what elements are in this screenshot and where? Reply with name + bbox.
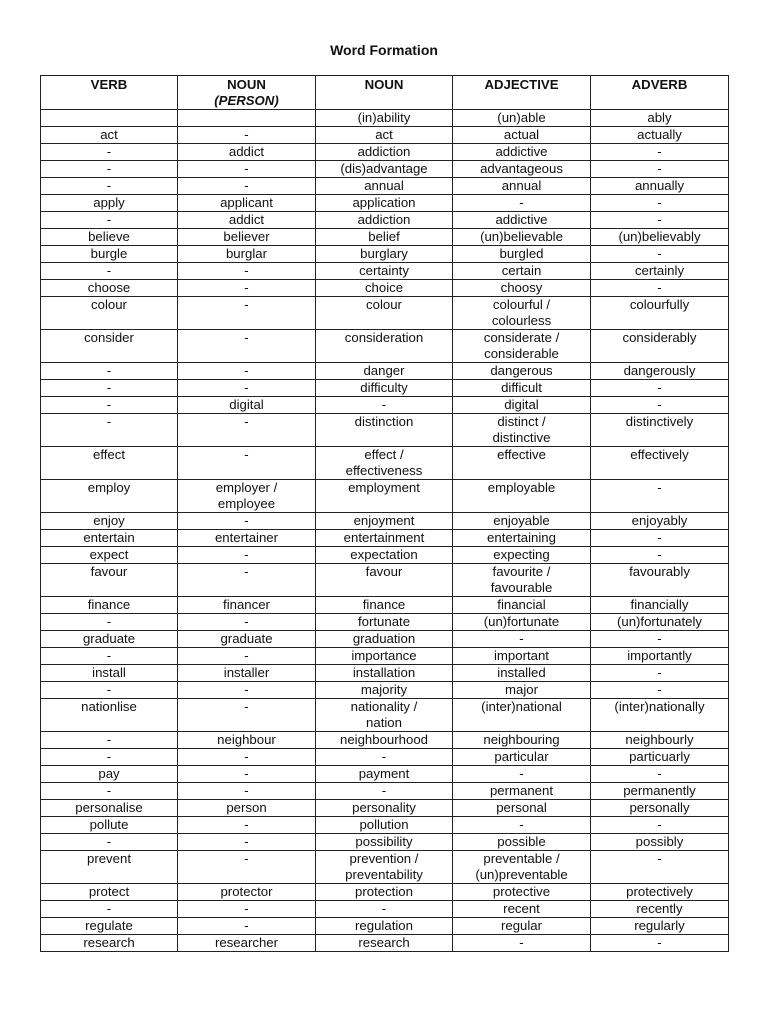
table-cell-adverb: - xyxy=(591,935,729,952)
table-cell-adverb: - xyxy=(591,212,729,229)
table-cell-noun: protection xyxy=(316,884,453,901)
table-row xyxy=(41,380,729,397)
table-cell-adverb: (inter)nationally xyxy=(591,699,729,732)
column-header-verb xyxy=(41,76,178,110)
table-row xyxy=(41,665,729,682)
table-cell-adverb: - xyxy=(591,195,729,212)
table-cell-adjective: expecting xyxy=(453,547,591,564)
table-cell-verb: regulate xyxy=(41,918,178,935)
table-cell-adverb: importantly xyxy=(591,648,729,665)
table-row xyxy=(41,597,729,614)
table-cell-noun: finance xyxy=(316,597,453,614)
table-cell-noun: act xyxy=(316,127,453,144)
table-row xyxy=(41,851,729,884)
table-cell-verb: protect xyxy=(41,884,178,901)
table-cell-noun: research xyxy=(316,935,453,952)
table-cell-noun: majority xyxy=(316,682,453,699)
table-cell-adjective: addictive xyxy=(453,144,591,161)
table-cell-noun: burglary xyxy=(316,246,453,263)
table-row xyxy=(41,480,729,513)
table-cell-verb: burgle xyxy=(41,246,178,263)
table-cell-verb: apply xyxy=(41,195,178,212)
table-cell-adjective: particular xyxy=(453,749,591,766)
table-cell-noun-person: - xyxy=(178,127,316,144)
table-cell-noun: (in)ability xyxy=(316,110,453,127)
table-cell-noun-person: entertainer xyxy=(178,530,316,547)
table-cell-adjective: regular xyxy=(453,918,591,935)
table-row xyxy=(41,530,729,547)
table-cell-verb: act xyxy=(41,127,178,144)
table-cell-adjective: - xyxy=(453,766,591,783)
table-cell-adverb: financially xyxy=(591,597,729,614)
table-cell-noun-person: neighbour xyxy=(178,732,316,749)
table-cell-adverb: dangerously xyxy=(591,363,729,380)
table-cell-noun: - xyxy=(316,783,453,800)
table-cell-adjective: (un)believable xyxy=(453,229,591,246)
table-cell-noun-person: - xyxy=(178,263,316,280)
table-cell-verb: pollute xyxy=(41,817,178,834)
table-row xyxy=(41,564,729,597)
table-cell-noun-person: graduate xyxy=(178,631,316,648)
table-cell-adjective: permanent xyxy=(453,783,591,800)
table-cell-noun: employment xyxy=(316,480,453,513)
table-cell-noun-person: - xyxy=(178,280,316,297)
table-row xyxy=(41,397,729,414)
column-header-noun xyxy=(316,76,453,110)
table-cell-verb: pay xyxy=(41,766,178,783)
table-cell-adverb: particuarly xyxy=(591,749,729,766)
table-row xyxy=(41,901,729,918)
table-cell-noun: personality xyxy=(316,800,453,817)
table-cell-noun-person: - xyxy=(178,901,316,918)
table-row xyxy=(41,229,729,246)
table-cell-noun: fortunate xyxy=(316,614,453,631)
table-cell-verb: - xyxy=(41,144,178,161)
table-cell-verb: research xyxy=(41,935,178,952)
table-cell-verb: effect xyxy=(41,447,178,480)
table-cell-noun-person: addict xyxy=(178,144,316,161)
table-cell-noun: belief xyxy=(316,229,453,246)
table-cell-adjective: important xyxy=(453,648,591,665)
table-row xyxy=(41,918,729,935)
table-cell-noun: choice xyxy=(316,280,453,297)
table-cell-noun-person: applicant xyxy=(178,195,316,212)
table-cell-adjective: colourful / colourless xyxy=(453,297,591,330)
table-row xyxy=(41,246,729,263)
table-cell-adverb: considerably xyxy=(591,330,729,363)
table-cell-noun: graduation xyxy=(316,631,453,648)
table-cell-adverb: distinctively xyxy=(591,414,729,447)
table-cell-noun-person: addict xyxy=(178,212,316,229)
column-header-label: NOUN xyxy=(364,77,404,92)
table-body xyxy=(41,110,729,952)
table-cell-adjective: addictive xyxy=(453,212,591,229)
table-cell-noun-person: - xyxy=(178,918,316,935)
table-cell-adjective: entertaining xyxy=(453,530,591,547)
table-cell-noun-person: - xyxy=(178,614,316,631)
table-cell-adjective: protective xyxy=(453,884,591,901)
table-cell-noun-person: - xyxy=(178,161,316,178)
table-cell-verb: prevent xyxy=(41,851,178,884)
table-cell-noun: - xyxy=(316,749,453,766)
table-cell-adjective: - xyxy=(453,817,591,834)
table-cell-adverb: - xyxy=(591,547,729,564)
table-cell-adverb: - xyxy=(591,631,729,648)
table-row xyxy=(41,682,729,699)
table-cell-adjective: preventable / (un)preventable xyxy=(453,851,591,884)
table-cell-adverb: recently xyxy=(591,901,729,918)
table-cell-adjective: annual xyxy=(453,178,591,195)
table-cell-adverb: - xyxy=(591,246,729,263)
table-cell-verb: - xyxy=(41,161,178,178)
table-row xyxy=(41,127,729,144)
table-cell-noun: installation xyxy=(316,665,453,682)
word-formation-table xyxy=(40,75,729,952)
table-cell-adverb: colourfully xyxy=(591,297,729,330)
table-cell-verb: - xyxy=(41,363,178,380)
table-row xyxy=(41,766,729,783)
table-cell-adverb: - xyxy=(591,144,729,161)
table-cell-noun-person: - xyxy=(178,330,316,363)
table-cell-adverb: - xyxy=(591,161,729,178)
table-cell-verb: - xyxy=(41,732,178,749)
table-row xyxy=(41,800,729,817)
table-cell-noun: possibility xyxy=(316,834,453,851)
column-header-noun-person xyxy=(178,76,316,110)
table-cell-verb: - xyxy=(41,783,178,800)
table-cell-noun-person: - xyxy=(178,297,316,330)
table-cell-noun-person: - xyxy=(178,648,316,665)
table-cell-verb: employ xyxy=(41,480,178,513)
table-cell-noun: entertainment xyxy=(316,530,453,547)
table-cell-noun: regulation xyxy=(316,918,453,935)
table-cell-verb: expect xyxy=(41,547,178,564)
table-cell-noun-person: - xyxy=(178,817,316,834)
table-cell-noun: distinction xyxy=(316,414,453,447)
table-cell-adverb: - xyxy=(591,530,729,547)
table-cell-verb: favour xyxy=(41,564,178,597)
table-cell-noun-person: - xyxy=(178,834,316,851)
table-row xyxy=(41,195,729,212)
table-cell-adverb: - xyxy=(591,397,729,414)
table-row xyxy=(41,631,729,648)
table-cell-adjective: effective xyxy=(453,447,591,480)
table-cell-adverb: permanently xyxy=(591,783,729,800)
table-cell-verb: - xyxy=(41,834,178,851)
table-cell-verb: - xyxy=(41,380,178,397)
table-row xyxy=(41,884,729,901)
table-row xyxy=(41,749,729,766)
table-row xyxy=(41,834,729,851)
table-cell-verb: finance xyxy=(41,597,178,614)
table-row xyxy=(41,280,729,297)
table-cell-adjective: recent xyxy=(453,901,591,918)
table-cell-verb: graduate xyxy=(41,631,178,648)
table-cell-adverb: regularly xyxy=(591,918,729,935)
table-cell-verb: - xyxy=(41,263,178,280)
table-cell-noun: - xyxy=(316,901,453,918)
table-cell-noun: effect / effectiveness xyxy=(316,447,453,480)
table-cell-noun: colour xyxy=(316,297,453,330)
table-cell-noun-person: - xyxy=(178,851,316,884)
table-row xyxy=(41,414,729,447)
column-header-adjective xyxy=(453,76,591,110)
table-cell-noun-person: burglar xyxy=(178,246,316,263)
document-title: Word Formation xyxy=(330,42,438,58)
table-cell-adverb: ably xyxy=(591,110,729,127)
table-cell-noun-person: - xyxy=(178,414,316,447)
table-cell-noun-person: - xyxy=(178,178,316,195)
table-cell-adjective: burgled xyxy=(453,246,591,263)
table-cell-noun-person: - xyxy=(178,447,316,480)
table-cell-noun-person: digital xyxy=(178,397,316,414)
table-cell-adjective: digital xyxy=(453,397,591,414)
table-cell-verb: - xyxy=(41,397,178,414)
table-cell-adjective: possible xyxy=(453,834,591,851)
table-cell-noun: - xyxy=(316,397,453,414)
table-cell-noun: importance xyxy=(316,648,453,665)
table-cell-noun-person: - xyxy=(178,513,316,530)
table-cell-adverb: neighbourly xyxy=(591,732,729,749)
table-cell-adverb: (un)believably xyxy=(591,229,729,246)
table-cell-adjective: considerate / considerable xyxy=(453,330,591,363)
table-cell-adverb: effectively xyxy=(591,447,729,480)
column-header-label: NOUN xyxy=(227,77,266,92)
table-cell-adjective: (inter)national xyxy=(453,699,591,732)
column-header-label: ADJECTIVE xyxy=(484,77,559,92)
table-cell-noun-person: believer xyxy=(178,229,316,246)
table-cell-noun-person: - xyxy=(178,682,316,699)
table-cell-noun: neighbourhood xyxy=(316,732,453,749)
table-cell-adverb: personally xyxy=(591,800,729,817)
table-cell-noun: favour xyxy=(316,564,453,597)
table-row xyxy=(41,547,729,564)
table-cell-noun-person: employer / employee xyxy=(178,480,316,513)
column-header-label: ADVERB xyxy=(631,77,688,92)
table-cell-adjective: financial xyxy=(453,597,591,614)
table-cell-adverb: actually xyxy=(591,127,729,144)
table-row xyxy=(41,648,729,665)
table-cell-noun: annual xyxy=(316,178,453,195)
table-cell-adjective: major xyxy=(453,682,591,699)
table-cell-noun-person: - xyxy=(178,699,316,732)
table-cell-adverb: - xyxy=(591,665,729,682)
column-header-label: VERB xyxy=(90,77,128,92)
table-cell-adjective: difficult xyxy=(453,380,591,397)
table-row xyxy=(41,783,729,800)
table-cell-verb: - xyxy=(41,682,178,699)
table-row xyxy=(41,330,729,363)
table-row xyxy=(41,297,729,330)
table-cell-noun: addiction xyxy=(316,144,453,161)
table-cell-adverb: certainly xyxy=(591,263,729,280)
table-cell-adverb: - xyxy=(591,766,729,783)
table-row xyxy=(41,144,729,161)
table-cell-adverb: - xyxy=(591,817,729,834)
table-cell-verb: colour xyxy=(41,297,178,330)
table-cell-adjective: - xyxy=(453,631,591,648)
table-cell-adjective: neighbouring xyxy=(453,732,591,749)
table-cell-adjective: advantageous xyxy=(453,161,591,178)
table-cell-adjective: distinct / distinctive xyxy=(453,414,591,447)
table-row xyxy=(41,363,729,380)
table-cell-verb: install xyxy=(41,665,178,682)
column-header-sublabel: (PERSON) xyxy=(214,93,279,108)
table-cell-adjective: - xyxy=(453,935,591,952)
table-cell-noun: prevention / preventability xyxy=(316,851,453,884)
table-cell-adverb: - xyxy=(591,380,729,397)
table-cell-adjective: enjoyable xyxy=(453,513,591,530)
table-cell-noun-person: - xyxy=(178,547,316,564)
table-cell-adjective: choosy xyxy=(453,280,591,297)
table-cell-noun-person: - xyxy=(178,749,316,766)
table-cell-noun: addiction xyxy=(316,212,453,229)
table-row xyxy=(41,614,729,631)
table-cell-noun-person: - xyxy=(178,766,316,783)
table-cell-noun-person: researcher xyxy=(178,935,316,952)
table-cell-noun-person: installer xyxy=(178,665,316,682)
table-cell-adverb: - xyxy=(591,682,729,699)
table-cell-noun-person: - xyxy=(178,564,316,597)
table-row xyxy=(41,110,729,127)
table-cell-adjective: actual xyxy=(453,127,591,144)
table-cell-adverb: enjoyably xyxy=(591,513,729,530)
table-cell-adjective: (un)fortunate xyxy=(453,614,591,631)
table-cell-verb: consider xyxy=(41,330,178,363)
table-cell-verb: - xyxy=(41,178,178,195)
table-cell-noun-person: - xyxy=(178,380,316,397)
table-cell-adjective: - xyxy=(453,195,591,212)
table-row xyxy=(41,161,729,178)
table-cell-noun: certainty xyxy=(316,263,453,280)
header-row xyxy=(41,76,729,110)
table-cell-adverb: annually xyxy=(591,178,729,195)
table-cell-adverb: - xyxy=(591,280,729,297)
table-cell-adverb: favourably xyxy=(591,564,729,597)
table-cell-verb: - xyxy=(41,212,178,229)
table-cell-noun: danger xyxy=(316,363,453,380)
table-cell-adjective: (un)able xyxy=(453,110,591,127)
table-cell-adjective: dangerous xyxy=(453,363,591,380)
table-row xyxy=(41,935,729,952)
table-cell-noun: application xyxy=(316,195,453,212)
table-row xyxy=(41,817,729,834)
table-cell-noun-person xyxy=(178,110,316,127)
table-row xyxy=(41,447,729,480)
table-cell-noun-person: financer xyxy=(178,597,316,614)
table-cell-verb xyxy=(41,110,178,127)
table-cell-adverb: - xyxy=(591,480,729,513)
table-cell-adverb: protectively xyxy=(591,884,729,901)
table-row xyxy=(41,212,729,229)
table-cell-adverb: possibly xyxy=(591,834,729,851)
table-cell-verb: entertain xyxy=(41,530,178,547)
table-cell-adverb: - xyxy=(591,851,729,884)
table-cell-noun-person: protector xyxy=(178,884,316,901)
table-cell-verb: - xyxy=(41,648,178,665)
table-cell-noun: payment xyxy=(316,766,453,783)
table-row xyxy=(41,699,729,732)
table-cell-verb: choose xyxy=(41,280,178,297)
table-row xyxy=(41,732,729,749)
table-cell-noun: pollution xyxy=(316,817,453,834)
table-cell-verb: personalise xyxy=(41,800,178,817)
table-cell-adjective: personal xyxy=(453,800,591,817)
table-cell-verb: enjoy xyxy=(41,513,178,530)
table-cell-adjective: certain xyxy=(453,263,591,280)
table-cell-verb: - xyxy=(41,414,178,447)
table-cell-verb: believe xyxy=(41,229,178,246)
table-row xyxy=(41,178,729,195)
table-cell-noun: difficulty xyxy=(316,380,453,397)
table-cell-noun: consideration xyxy=(316,330,453,363)
table-cell-noun-person: - xyxy=(178,363,316,380)
table-cell-verb: - xyxy=(41,614,178,631)
column-header-adverb xyxy=(591,76,729,110)
table-cell-verb: nationlise xyxy=(41,699,178,732)
table-row xyxy=(41,513,729,530)
table-cell-noun: expectation xyxy=(316,547,453,564)
table-cell-verb: - xyxy=(41,901,178,918)
table-cell-noun: nationality / nation xyxy=(316,699,453,732)
table-cell-verb: - xyxy=(41,749,178,766)
table-cell-adjective: employable xyxy=(453,480,591,513)
table-cell-noun-person: person xyxy=(178,800,316,817)
table-cell-noun: (dis)advantage xyxy=(316,161,453,178)
table-cell-noun: enjoyment xyxy=(316,513,453,530)
table-row xyxy=(41,263,729,280)
table-cell-adverb: (un)fortunately xyxy=(591,614,729,631)
table-cell-noun-person: - xyxy=(178,783,316,800)
table-cell-adjective: favourite / favourable xyxy=(453,564,591,597)
table-cell-adjective: installed xyxy=(453,665,591,682)
